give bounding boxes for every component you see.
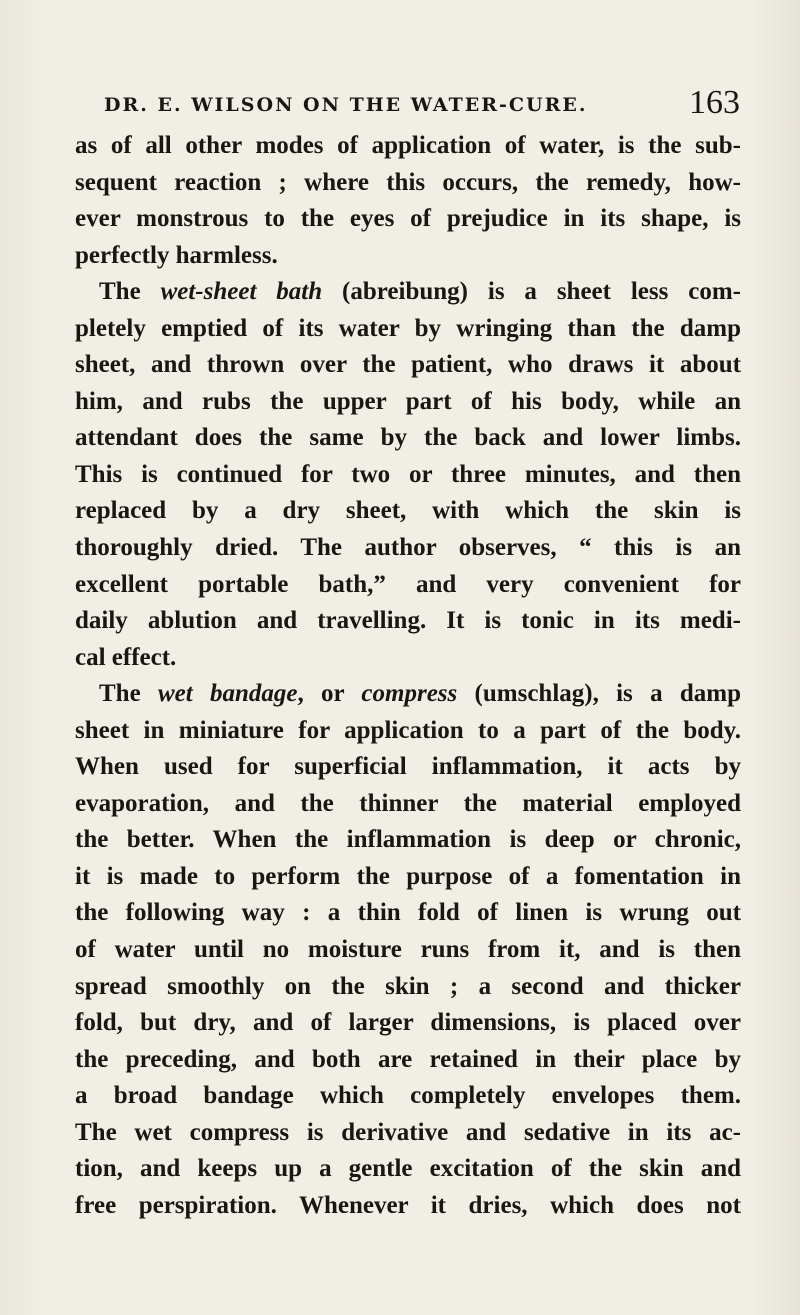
text-line: sequent reaction ; where this occurs, the remedy, how-	[75, 168, 741, 196]
text-line: of water until no moisture runs from it, and is then	[75, 936, 741, 964]
text-line: tion, and keeps up a gentle excitation of the skin and	[75, 1155, 741, 1183]
text-line: attendant does the same by the back and lower limbs.	[75, 424, 741, 452]
text-line: pletely emptied of its water by wringing than the damp	[75, 314, 741, 342]
running-head	[104, 84, 740, 124]
italic-term: wet bandage	[157, 680, 298, 708]
text-line: as of all other modes of application of water, is the sub-	[75, 132, 741, 159]
text-line: the preceding, and both are retained in their place by	[75, 1045, 741, 1073]
text-line: perfectly harmless.	[75, 241, 278, 269]
text-line: excellent portable bath,” and very convenient for	[75, 570, 741, 598]
text-line: him, and rubs the upper part of his body, while an	[75, 387, 741, 415]
text-line: a broad bandage which completely envelopes them.	[75, 1082, 741, 1110]
text-line: the following way : a thin fold of linen is wrung out	[75, 899, 741, 927]
text-line: the better. When the inflammation is deep or chronic,	[75, 826, 741, 854]
text-line: replaced by a dry sheet, with which the skin is	[75, 497, 741, 525]
text-line: sheet, and thrown over the patient, who draws it about	[75, 351, 741, 379]
body-text	[75, 128, 741, 1224]
paragraph-wet-sheet-bath-start: The wet-sheet bath (abreibung) is a sheet less com-	[99, 278, 741, 306]
paragraph-wet-bandage-start: The wet bandage, or compress (umschlag), is a damp	[99, 680, 741, 708]
running-title: DR. E. WILSON ON THE WATER-CURE.	[104, 94, 588, 116]
text-line: The wet compress is derivative and sedative in its ac-	[75, 1118, 741, 1146]
text-line: This is continued for two or three minutes, and then	[75, 460, 741, 488]
text-line: sheet in miniature for application to a part of the body.	[75, 716, 741, 744]
italic-term: compress	[361, 680, 458, 708]
text-line: spread smoothly on the skin ; a second and thicker	[75, 972, 741, 1000]
text-line: fold, but dry, and of larger dimensions, is placed over	[75, 1009, 741, 1037]
text-line: evaporation, and the thinner the material employed	[75, 789, 741, 817]
text-line: cal effect.	[75, 643, 177, 671]
text-line: it is made to perform the purpose of a fomentation in	[75, 862, 741, 890]
text-line: When used for superficial inflammation, it acts by	[75, 753, 741, 781]
text-line: ever monstrous to the eyes of prejudice in its shape, is	[75, 205, 741, 233]
page-number: 163	[689, 84, 740, 121]
text-line: daily ablution and travelling. It is tonic in its medi-	[75, 607, 741, 635]
text-line: thoroughly dried. The author observes, “ this is an	[75, 534, 741, 562]
italic-term: wet-sheet bath	[160, 278, 323, 306]
text-line: free perspiration. Whenever it dries, which does not	[75, 1191, 741, 1219]
